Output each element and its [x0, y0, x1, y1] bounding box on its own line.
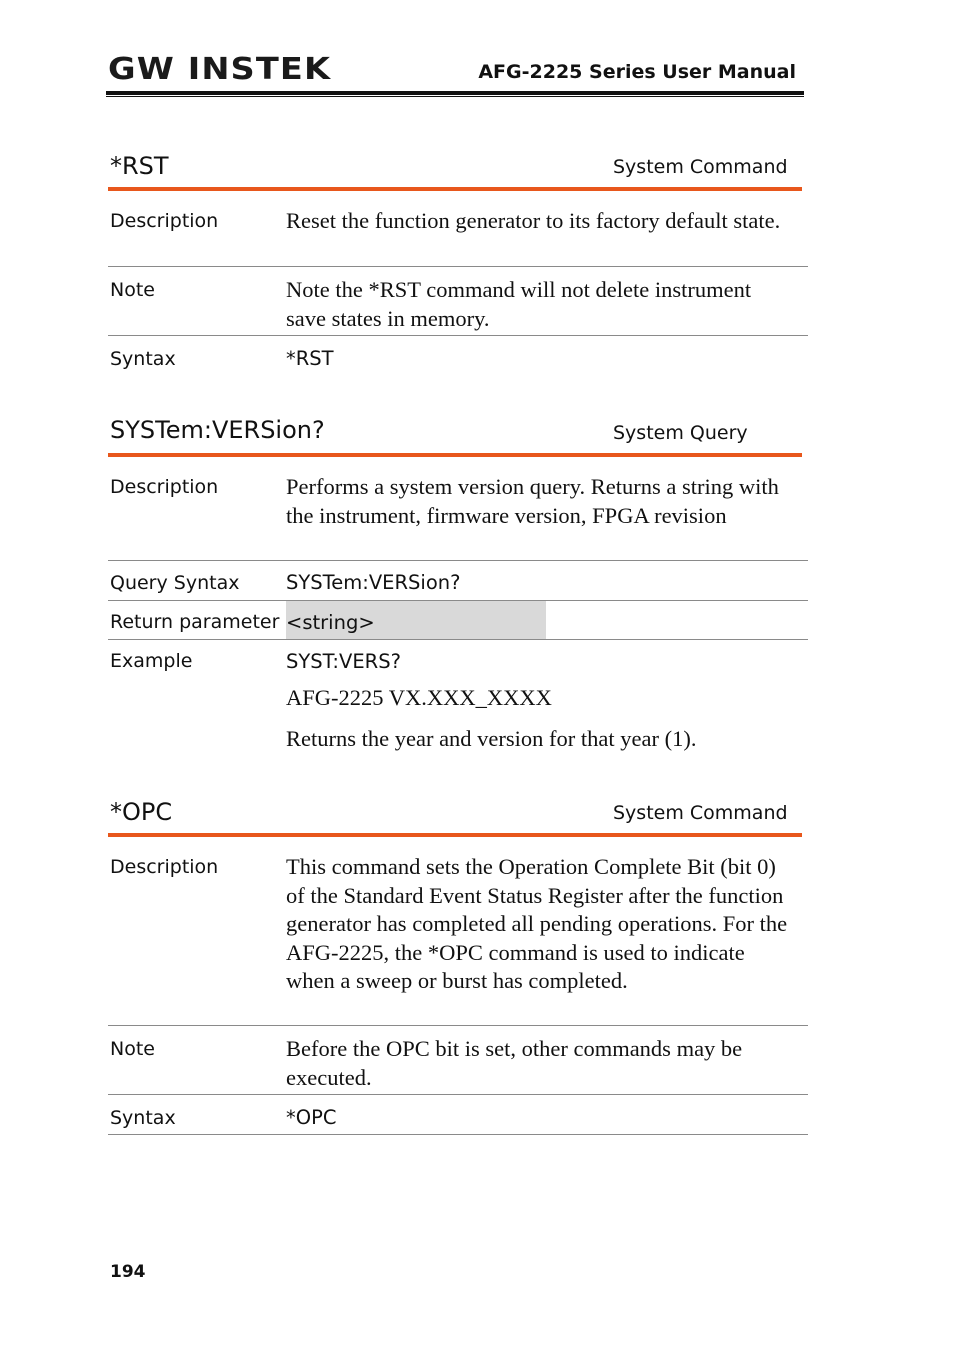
header-rule	[106, 91, 804, 97]
row-label: Syntax	[110, 1107, 176, 1129]
row-query-syntax	[108, 561, 808, 601]
row-label: Query Syntax	[110, 572, 240, 594]
row-label: Description	[110, 210, 219, 232]
row-label: Note	[110, 279, 155, 301]
command-type: System Command	[613, 802, 788, 824]
example-response: AFG-2225 VX.XXX_XXXX	[286, 685, 552, 710]
page-number: 194	[110, 1262, 146, 1282]
row-note	[108, 267, 808, 336]
example-command: SYST:VERS?	[286, 650, 401, 673]
command-name: SYSTem:VERSion?	[110, 416, 325, 444]
row-label: Description	[110, 856, 219, 878]
row-syntax	[108, 336, 808, 376]
manual-title: AFG-2225 Series User Manual	[478, 61, 796, 83]
row-example	[108, 640, 808, 760]
row-description	[108, 464, 808, 561]
syntax-value: *RST	[286, 347, 334, 370]
row-value: Reset the function generator to its factory default state.	[286, 208, 781, 233]
row-return-parameter	[108, 601, 808, 640]
section-rule	[108, 453, 802, 457]
command-name: *RST	[110, 152, 169, 180]
row-label: Description	[110, 476, 219, 498]
row-value: This command sets the Operation Complete Bit (bit 0) of the Standard Event Status Register after the function generator has completed all pending operations. For the AFG-2225, the *OPC command is used to indicate when a sweep or burst has completed.	[286, 854, 788, 993]
command-name: *OPC	[110, 798, 173, 826]
command-type: System Command	[613, 156, 788, 178]
section-rule	[108, 187, 802, 191]
brand-logo: GW INSTEK	[108, 52, 332, 87]
row-label: Example	[110, 650, 193, 672]
return-parameter-value: <string>	[286, 611, 375, 634]
row-label: Syntax	[110, 348, 176, 370]
row-value: Note the *RST command will not delete instrument save states in memory.	[286, 277, 752, 331]
syntax-value: SYSTem:VERSion?	[286, 571, 461, 594]
row-value: Performs a system version query. Returns a string with the instrument, firmware version, FPGA revision	[286, 474, 779, 528]
row-label: Return parameter	[110, 611, 280, 633]
row-note	[108, 1026, 808, 1095]
command-type: System Query	[613, 422, 748, 444]
row-label: Note	[110, 1038, 155, 1060]
row-description	[108, 198, 808, 267]
example-note: Returns the year and version for that year (1).	[286, 726, 697, 751]
row-syntax	[108, 1095, 808, 1135]
section-rule	[108, 833, 802, 837]
syntax-value: *OPC	[286, 1106, 337, 1129]
row-description	[108, 844, 808, 1026]
row-value: Before the OPC bit is set, other commands may be executed.	[286, 1036, 743, 1090]
